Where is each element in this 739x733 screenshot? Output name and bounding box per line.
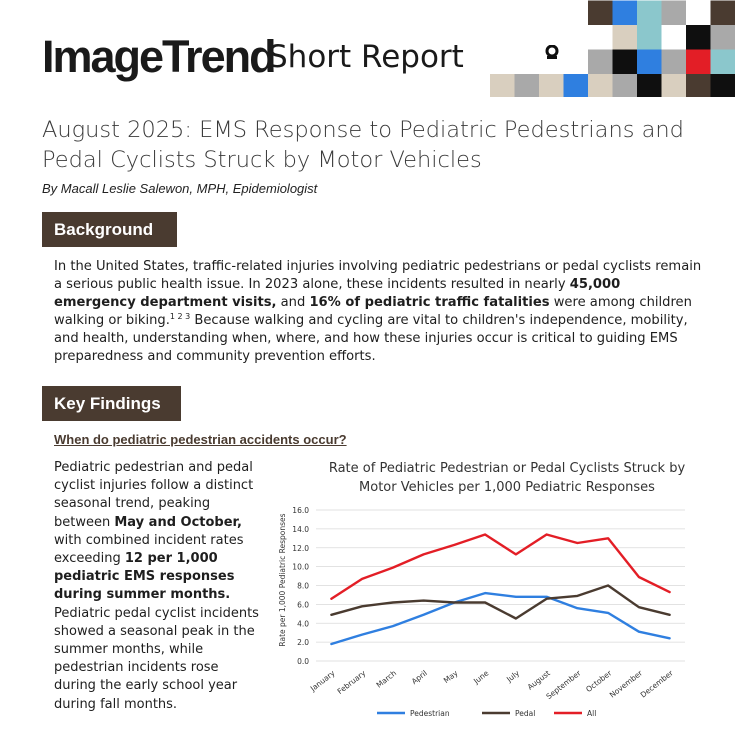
brand-logo: ImageTrend	[42, 31, 275, 82]
legend-label: Pedal	[515, 709, 536, 718]
mosaic-tile	[686, 50, 711, 75]
mosaic-tile	[515, 74, 540, 97]
background-text-4: Because walking and cycling are vital to children's independence, mobility, and health, understanding when, where, and how these injuries occur is critical to guiding EMS preparedness and community prevention efforts.	[54, 313, 688, 364]
findings-text-1: Pediatric pedestrian and pedal cyclist injuries follow a distinct seasonal trend, peaking between	[54, 460, 254, 530]
background-bold-1: 45,000 emergency department visits,	[54, 277, 621, 310]
mosaic-tile	[637, 25, 662, 50]
y-tick-label: 6.0	[297, 600, 309, 610]
mosaic-tile	[588, 1, 613, 26]
x-tick-label: June	[471, 668, 491, 686]
y-tick-label: 10.0	[292, 562, 309, 572]
mosaic-tile	[662, 74, 687, 97]
page-title: August 2025: EMS Response to Pediatric Pedestrians and Pedal Cyclists Struck by Motor Vehicles	[42, 117, 684, 173]
x-tick-label: September	[544, 668, 583, 702]
mosaic-tile	[662, 50, 687, 75]
background-heading: Background	[42, 212, 177, 247]
y-tick-label: 4.0	[297, 619, 309, 629]
mosaic-tile	[711, 1, 736, 26]
chart-title-line: Motor Vehicles per 1,000 Pediatric Responses	[359, 480, 655, 495]
key-findings-heading: Key Findings	[42, 386, 181, 421]
mosaic-tile	[613, 25, 638, 50]
x-tick-label: October	[584, 668, 614, 695]
background-text-2: and	[276, 295, 310, 310]
findings-bold-2: 12 per 1,000 pediatric EMS responses during summer months.	[54, 551, 235, 603]
y-tick-label: 12.0	[292, 543, 309, 553]
byline: By Macall Leslie Salewon, MPH, Epidemiologist	[42, 181, 318, 196]
mosaic-tile	[711, 74, 736, 97]
mosaic-tile	[711, 50, 736, 75]
x-tick-label: August	[525, 668, 552, 692]
chart-title-line: Rate of Pediatric Pedestrian or Pedal Cyclists Struck by	[328, 461, 686, 476]
line-chart	[270, 455, 739, 733]
mosaic-tile	[686, 25, 711, 50]
x-tick-label: April	[409, 668, 429, 687]
x-tick-label: March	[374, 668, 399, 690]
decorative-mosaic	[490, 0, 739, 97]
mosaic-tile	[662, 1, 687, 26]
findings-bold-1: May and October,	[114, 514, 242, 530]
mosaic-tile	[686, 74, 711, 97]
findings-text-2: with combined incident rates exceeding	[54, 532, 244, 567]
mosaic-tile	[613, 1, 638, 26]
mosaic-tile	[637, 1, 662, 26]
x-tick-label: July	[504, 668, 522, 684]
legend-label: Pedestrian	[410, 709, 450, 718]
legend-label: All	[587, 709, 597, 718]
dot-icon	[545, 45, 559, 59]
findings-question: When do pediatric pedestrian accidents occur?	[54, 432, 347, 447]
x-tick-label: February	[335, 668, 368, 697]
background-bold-2: 16% of pediatric traffic fatalities	[309, 295, 550, 310]
mosaic-tile	[711, 25, 736, 50]
reference-superscripts: 1 2 3	[169, 312, 191, 321]
mosaic-tile	[564, 74, 589, 97]
series-line-pedestrian	[331, 593, 669, 644]
mosaic-tile	[539, 74, 564, 97]
x-tick-label: May	[441, 668, 460, 686]
report-type: Short Report	[268, 39, 464, 75]
chart-ylabel: Rate per 1,000 Pediatric Responses	[278, 513, 287, 647]
mosaic-tile	[588, 74, 613, 97]
mosaic-tile	[613, 50, 638, 75]
background-paragraph	[54, 258, 704, 366]
x-tick-label: December	[638, 668, 675, 700]
y-tick-label: 0.0	[297, 657, 309, 666]
y-tick-label: 2.0	[297, 638, 309, 648]
y-tick-label: 14.0	[292, 524, 309, 534]
findings-paragraph	[54, 459, 264, 714]
mosaic-tile	[588, 50, 613, 75]
findings-text-3: Pediatric pedal cyclist incidents showed a seasonal peak in the summer months, while pedestrian incidents rose during the early school year during fall months.	[54, 605, 259, 712]
y-tick-label: 16.0	[292, 506, 309, 515]
background-text-3: were among children walking or biking.	[54, 295, 692, 328]
series-line-pedal	[331, 586, 669, 619]
background-text-1: In the United States, traffic-related injuries involving pediatric pedestrians or pedal cyclists remain a serious public health issue. In 2023 alone, these incidents resulted in nearly	[54, 259, 702, 292]
x-tick-label: November	[607, 668, 645, 700]
mosaic-tile	[490, 74, 515, 97]
x-tick-label: January	[308, 668, 337, 694]
mosaic-tile	[637, 74, 662, 97]
mosaic-tile	[613, 74, 638, 97]
mosaic-tile	[637, 50, 662, 75]
y-tick-label: 8.0	[297, 581, 309, 591]
